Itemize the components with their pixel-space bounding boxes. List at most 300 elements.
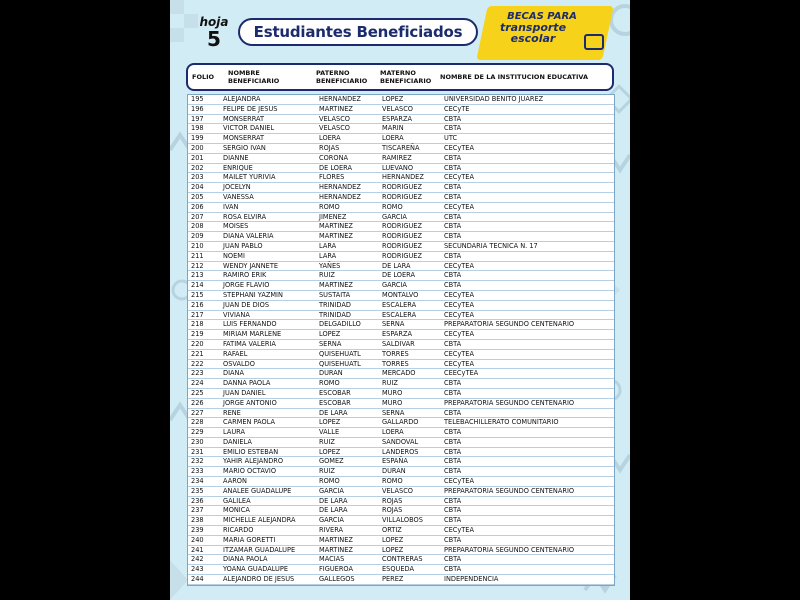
nombre-cell: DANIELA — [223, 437, 252, 446]
materno-cell: ORTIZ — [382, 526, 402, 535]
institucion-cell: CBTA — [444, 516, 462, 525]
folio-cell: 202 — [191, 163, 204, 172]
folio-cell: 207 — [191, 212, 204, 221]
paterno-cell: HERNANDEZ — [319, 95, 361, 103]
nombre-cell: DIANNE — [223, 153, 249, 162]
institucion-cell: CECyTEA — [444, 261, 474, 270]
materno-cell: LOERA — [382, 134, 404, 143]
banner-line-1: BECAS PARA — [507, 11, 577, 22]
nombre-cell: ITZAMAR GUADALUPE — [223, 545, 296, 554]
institucion-cell: CECyTEA — [444, 290, 474, 299]
materno-cell: GARCIA — [382, 281, 407, 290]
table-row — [188, 369, 614, 379]
table-row — [188, 320, 614, 330]
folio-cell: 215 — [191, 290, 204, 299]
table-row — [188, 389, 614, 399]
nombre-cell: ALEJANDRA — [223, 95, 261, 103]
paterno-cell: MARTINEZ — [319, 545, 353, 554]
materno-cell: DE LOERA — [382, 271, 415, 280]
page-title: Estudiantes Beneficiados — [253, 23, 463, 41]
header-folio: FOLIO — [192, 73, 215, 81]
sheet-tag — [198, 16, 230, 49]
table-row — [188, 115, 614, 125]
materno-cell: VELASCO — [382, 486, 413, 495]
title-box — [238, 18, 478, 46]
nombre-cell: IVAN — [223, 202, 239, 211]
nombre-cell: RENE — [223, 408, 241, 417]
folio-cell: 243 — [191, 565, 204, 574]
nombre-cell: MONSERRAT — [223, 114, 265, 123]
paterno-cell: FLORES — [319, 173, 345, 182]
materno-cell: TORRES — [382, 349, 409, 358]
table-header — [186, 63, 614, 91]
nombre-cell: ALEJANDRO DE JESUS — [223, 575, 295, 584]
table-row — [188, 183, 614, 193]
institucion-cell: CBTA — [444, 281, 462, 290]
paterno-cell: VALLE — [319, 428, 340, 437]
materno-cell: GALLARDO — [382, 418, 419, 427]
folio-cell: 219 — [191, 330, 204, 339]
header-materno: MATERNO BENEFICIARIO — [380, 69, 432, 85]
materno-cell: RODRIGUEZ — [382, 241, 422, 250]
materno-cell: HERNANDEZ — [382, 173, 424, 182]
materno-cell: LANDEROS — [382, 447, 419, 456]
materno-cell: VILLALOBOS — [382, 516, 423, 525]
nombre-cell: DANNA PAOLA — [223, 379, 271, 388]
materno-cell: SANDOVAL — [382, 437, 419, 446]
document-sheet — [170, 0, 630, 600]
materno-cell: RAMIREZ — [382, 153, 412, 162]
table-row — [188, 213, 614, 223]
institucion-cell: CBTA — [444, 232, 462, 241]
nombre-cell: NOEMI — [223, 251, 245, 260]
table-row — [188, 271, 614, 281]
nombre-cell: MIRIAM MARLENE — [223, 330, 282, 339]
table-row — [188, 418, 614, 428]
paterno-cell: QUISEHUATL — [319, 349, 361, 358]
table-row — [188, 575, 614, 585]
folio-cell: 238 — [191, 516, 204, 525]
sheet-number: 5 — [207, 27, 221, 51]
table-row — [188, 193, 614, 203]
materno-cell: MURO — [382, 388, 403, 397]
institucion-cell: PREPARATORIA SEGUNDO CENTENARIO — [444, 486, 575, 495]
institucion-cell: CBTA — [444, 535, 462, 544]
materno-cell: RODRIGUEZ — [382, 232, 422, 241]
nombre-cell: DIANA — [223, 369, 244, 378]
institucion-cell: PREPARATORIA SEGUNDO CENTENARIO — [444, 398, 575, 407]
paterno-cell: LOPEZ — [319, 330, 341, 339]
paterno-cell: DELGADILLO — [319, 320, 361, 329]
folio-cell: 213 — [191, 271, 204, 280]
materno-cell: DE LARA — [382, 261, 411, 270]
folio-cell: 231 — [191, 447, 204, 456]
table-row — [188, 95, 614, 105]
institucion-cell: CBTA — [444, 555, 462, 564]
materno-cell: RODRIGUEZ — [382, 222, 422, 231]
table-row — [188, 301, 614, 311]
table-row — [188, 516, 614, 526]
institucion-cell: CBTA — [444, 467, 462, 476]
folio-cell: 221 — [191, 349, 204, 358]
folio-cell: 214 — [191, 281, 204, 290]
table-row — [188, 477, 614, 487]
folio-cell: 196 — [191, 104, 204, 113]
materno-cell: SERNA — [382, 320, 405, 329]
table-row — [188, 232, 614, 242]
institucion-cell: UTC — [444, 134, 458, 143]
table-row — [188, 124, 614, 134]
paterno-cell: FIGUEROA — [319, 565, 354, 574]
folio-cell: 217 — [191, 310, 204, 319]
paterno-cell: DE LOERA — [319, 163, 352, 172]
materno-cell: ESCALERA — [382, 310, 417, 319]
institucion-cell: INDEPENDENCIA — [444, 575, 499, 584]
folio-cell: 226 — [191, 398, 204, 407]
table-row — [188, 399, 614, 409]
institucion-cell: CBTA — [444, 447, 462, 456]
institucion-cell: CECyTEA — [444, 349, 474, 358]
paterno-cell: DE LARA — [319, 506, 348, 515]
institucion-cell: CBTA — [444, 428, 462, 437]
table-row — [188, 242, 614, 252]
nombre-cell: EMILIO ESTEBAN — [223, 447, 279, 456]
materno-cell: ROMO — [382, 202, 403, 211]
materno-cell: SERNA — [382, 408, 405, 417]
folio-cell: 241 — [191, 545, 204, 554]
folio-cell: 208 — [191, 222, 204, 231]
bus-icon — [584, 34, 604, 50]
paterno-cell: DE LARA — [319, 496, 348, 505]
program-banner-text — [488, 11, 596, 44]
paterno-cell: QUISEHUATL — [319, 359, 361, 368]
institucion-cell: CBTA — [444, 339, 462, 348]
folio-cell: 240 — [191, 535, 204, 544]
folio-cell: 235 — [191, 486, 204, 495]
materno-cell: ROJAS — [382, 496, 403, 505]
folio-cell: 236 — [191, 496, 204, 505]
materno-cell: VELASCO — [382, 104, 413, 113]
materno-cell: MARIN — [382, 124, 404, 133]
paterno-cell: SUSTAITA — [319, 290, 351, 299]
table-row — [188, 262, 614, 272]
materno-cell: ESQUEDA — [382, 565, 415, 574]
folio-cell: 225 — [191, 388, 204, 397]
table-row — [188, 291, 614, 301]
materno-cell: MONTALVO — [382, 290, 419, 299]
table-row — [188, 144, 614, 154]
paterno-cell: VELASCO — [319, 124, 350, 133]
materno-cell: RODRIGUEZ — [382, 251, 422, 260]
table-row — [188, 281, 614, 291]
paterno-cell: MARTINEZ — [319, 281, 353, 290]
materno-cell: RODRIGUEZ — [382, 192, 422, 201]
folio-cell: 237 — [191, 506, 204, 515]
table-row — [188, 222, 614, 232]
folio-cell: 224 — [191, 379, 204, 388]
paterno-cell: MARTINEZ — [319, 222, 353, 231]
materno-cell: LOPEZ — [382, 535, 404, 544]
materno-cell: LUEVANO — [382, 163, 414, 172]
nombre-cell: YAHIR ALEJANDRO — [223, 457, 284, 466]
materno-cell: TISCAREÑA — [382, 143, 420, 152]
table-row — [188, 203, 614, 213]
nombre-cell: GALILEA — [223, 496, 251, 505]
table-row — [188, 487, 614, 497]
nombre-cell: LUIS FERNANDO — [223, 320, 277, 329]
paterno-cell: LOPEZ — [319, 447, 341, 456]
paterno-cell: TRINIDAD — [319, 310, 351, 319]
institucion-cell: CECyTEA — [444, 173, 474, 182]
folio-cell: 227 — [191, 408, 204, 417]
nombre-cell: JUAN PABLO — [223, 241, 263, 250]
table-row — [188, 105, 614, 115]
table-row — [188, 428, 614, 438]
paterno-cell: HERNANDEZ — [319, 183, 361, 192]
folio-cell: 199 — [191, 134, 204, 143]
table-row — [188, 506, 614, 516]
institucion-cell: UNIVERSIDAD BENITO JUAREZ — [444, 95, 544, 103]
folio-cell: 223 — [191, 369, 204, 378]
nombre-cell: JORGE ANTONIO — [223, 398, 277, 407]
paterno-cell: TRINIDAD — [319, 300, 351, 309]
folio-cell: 210 — [191, 241, 204, 250]
paterno-cell: RUIZ — [319, 271, 335, 280]
table-row — [188, 536, 614, 546]
table-row — [188, 154, 614, 164]
table-row — [188, 438, 614, 448]
paterno-cell: RUIZ — [319, 437, 335, 446]
institucion-cell: CECyTE — [444, 104, 470, 113]
paterno-cell: MARTINEZ — [319, 104, 353, 113]
nombre-cell: LAURA — [223, 428, 245, 437]
table-row — [188, 467, 614, 477]
institucion-cell: CBTA — [444, 388, 462, 397]
table-row — [188, 546, 614, 556]
materno-cell: PEREZ — [382, 575, 404, 584]
nombre-cell: JOCELYN — [223, 183, 251, 192]
folio-cell: 209 — [191, 232, 204, 241]
institucion-cell: CBTA — [444, 565, 462, 574]
folio-cell: 201 — [191, 153, 204, 162]
paterno-cell: ESCOBAR — [319, 388, 351, 397]
table-row — [188, 360, 614, 370]
paterno-cell: SERNA — [319, 339, 342, 348]
banner-line-2: transporte escolar — [499, 21, 567, 45]
folio-cell: 197 — [191, 114, 204, 123]
folio-cell: 228 — [191, 418, 204, 427]
folio-cell: 211 — [191, 251, 204, 260]
paterno-cell: LOERA — [319, 134, 341, 143]
nombre-cell: DIANA PAOLA — [223, 555, 268, 564]
paterno-cell: ROMO — [319, 477, 340, 486]
institucion-cell: CBTA — [444, 124, 462, 133]
paterno-cell: JIMENEZ — [319, 212, 347, 221]
institucion-cell: CECyTEA — [444, 202, 474, 211]
nombre-cell: RAFAEL — [223, 349, 248, 358]
table-row — [188, 526, 614, 536]
materno-cell: ROJAS — [382, 506, 403, 515]
nombre-cell: DIANA VALERIA — [223, 232, 274, 241]
nombre-cell: MOISES — [223, 222, 249, 231]
nombre-cell: VICTOR DANIEL — [223, 124, 275, 133]
institucion-cell: CBTA — [444, 153, 462, 162]
folio-cell: 233 — [191, 467, 204, 476]
nombre-cell: WENDY JANNETE — [223, 261, 279, 270]
institucion-cell: CECyTEA — [444, 477, 474, 486]
institucion-cell: CEECyTEA — [444, 369, 479, 378]
materno-cell: CONTRERAS — [382, 555, 423, 564]
institucion-cell: CBTA — [444, 379, 462, 388]
paterno-cell: MARTINEZ — [319, 535, 353, 544]
institucion-cell: CBTA — [444, 222, 462, 231]
paterno-cell: MARTINEZ — [319, 232, 353, 241]
folio-cell: 220 — [191, 339, 204, 348]
nombre-cell: SERGIO IVAN — [223, 143, 266, 152]
paterno-cell: LARA — [319, 241, 337, 250]
table-row — [188, 340, 614, 350]
institucion-cell: CBTA — [444, 114, 462, 123]
nombre-cell: MAILET YURIVIA — [223, 173, 276, 182]
folio-cell: 195 — [191, 95, 204, 103]
table-row — [188, 350, 614, 360]
table-row — [188, 448, 614, 458]
table-row — [188, 173, 614, 183]
institucion-cell: CBTA — [444, 192, 462, 201]
materno-cell: RUIZ — [382, 379, 398, 388]
folio-cell: 244 — [191, 575, 204, 584]
paterno-cell: ESCOBAR — [319, 398, 351, 407]
institucion-cell: CBTA — [444, 251, 462, 260]
paterno-cell: LOPEZ — [319, 418, 341, 427]
institucion-cell: CBTA — [444, 163, 462, 172]
paterno-cell: HERNANDEZ — [319, 192, 361, 201]
nombre-cell: FATIMA VALERIA — [223, 339, 276, 348]
paterno-cell: VELASCO — [319, 114, 350, 123]
folio-cell: 198 — [191, 124, 204, 133]
table-row — [188, 252, 614, 262]
table-row — [188, 134, 614, 144]
nombre-cell: MONICA — [223, 506, 250, 515]
institucion-cell: PREPARATORIA SEGUNDO CENTENARIO — [444, 545, 575, 554]
paterno-cell: GARCIA — [319, 486, 344, 495]
nombre-cell: JUAN DANIEL — [223, 388, 266, 397]
nombre-cell: VIVIANA — [223, 310, 250, 319]
paterno-cell: GARCIA — [319, 516, 344, 525]
folio-cell: 234 — [191, 477, 204, 486]
paterno-cell: MACIAS — [319, 555, 345, 564]
folio-cell: 200 — [191, 143, 204, 152]
institucion-cell: PREPARATORIA SEGUNDO CENTENARIO — [444, 320, 575, 329]
nombre-cell: RICARDO — [223, 526, 254, 535]
materno-cell: TORRES — [382, 359, 409, 368]
institucion-cell: CECyTEA — [444, 143, 474, 152]
paterno-cell: ROMO — [319, 202, 340, 211]
table-row — [188, 555, 614, 565]
paterno-cell: DURAN — [319, 369, 343, 378]
header-paterno: PATERNO BENEFICIARIO — [316, 69, 368, 85]
materno-cell: ESPARZA — [382, 330, 413, 339]
materno-cell: MURO — [382, 398, 403, 407]
folio-cell: 204 — [191, 183, 204, 192]
nombre-cell: STEPHANI YAZMIN — [223, 290, 283, 299]
folio-cell: 212 — [191, 261, 204, 270]
nombre-cell: ENRIQUE — [223, 163, 253, 172]
nombre-cell: OSVALDO — [223, 359, 255, 368]
nombre-cell: VANESSA — [223, 192, 254, 201]
folio-cell: 218 — [191, 320, 204, 329]
folio-cell: 205 — [191, 192, 204, 201]
table-row — [188, 330, 614, 340]
nombre-cell: JUAN DE DIOS — [223, 300, 270, 309]
nombre-cell: CARMEN PAOLA — [223, 418, 276, 427]
nombre-cell: MARIA GORETTI — [223, 535, 276, 544]
paterno-cell: CORONA — [319, 153, 349, 162]
beneficiaries-table — [187, 94, 615, 586]
table-row — [188, 565, 614, 575]
institucion-cell: CBTA — [444, 271, 462, 280]
materno-cell: ESPAÑA — [382, 457, 408, 466]
paterno-cell: DE LARA — [319, 408, 348, 417]
institucion-cell: SECUNDARIA TECNICA N. 17 — [444, 241, 538, 250]
institucion-cell: CBTA — [444, 506, 462, 515]
institucion-cell: CBTA — [444, 212, 462, 221]
folio-cell: 203 — [191, 173, 204, 182]
nombre-cell: ROSA ELVIRA — [223, 212, 267, 221]
nombre-cell: RAMIRO ERIK — [223, 271, 267, 280]
materno-cell: MERCADO — [382, 369, 416, 378]
folio-cell: 242 — [191, 555, 204, 564]
institucion-cell: CECyTEA — [444, 300, 474, 309]
table-row — [188, 409, 614, 419]
institucion-cell: CBTA — [444, 457, 462, 466]
materno-cell: ESCALERA — [382, 300, 417, 309]
institucion-cell: CBTA — [444, 408, 462, 417]
folio-cell: 232 — [191, 457, 204, 466]
materno-cell: ROMO — [382, 477, 403, 486]
paterno-cell: YAÑES — [319, 261, 341, 270]
sheet-label: hoja — [199, 15, 229, 29]
paterno-cell: RIVERA — [319, 526, 344, 535]
materno-cell: LOPEZ — [382, 545, 404, 554]
institucion-cell: CECyTEA — [444, 330, 474, 339]
nombre-cell: MONSERRAT — [223, 134, 265, 143]
table-row — [188, 497, 614, 507]
institucion-cell: CBTA — [444, 496, 462, 505]
nombre-cell: AARON — [223, 477, 247, 486]
folio-cell: 239 — [191, 526, 204, 535]
institucion-cell: CECyTEA — [444, 359, 474, 368]
table-row — [188, 311, 614, 321]
institucion-cell: CECyTEA — [444, 310, 474, 319]
materno-cell: RODRIGUEZ — [382, 183, 422, 192]
nombre-cell: FELIPE DE JESUS — [223, 104, 278, 113]
paterno-cell: ROJAS — [319, 143, 340, 152]
paterno-cell: GALLEGOS — [319, 575, 355, 584]
institucion-cell: CBTA — [444, 437, 462, 446]
nombre-cell: ANALEE GUADALUPE — [223, 486, 292, 495]
table-row — [188, 379, 614, 389]
paterno-cell: GOMEZ — [319, 457, 344, 466]
materno-cell: DURAN — [382, 467, 406, 476]
header-institucion: NOMBRE DE LA INSTITUCION EDUCATIVA — [440, 73, 589, 81]
paterno-cell: ROMO — [319, 379, 340, 388]
paterno-cell: RUIZ — [319, 467, 335, 476]
institucion-cell: CECyTEA — [444, 526, 474, 535]
nombre-cell: MARIO OCTAVIO — [223, 467, 277, 476]
materno-cell: LOERA — [382, 428, 404, 437]
folio-cell: 206 — [191, 202, 204, 211]
